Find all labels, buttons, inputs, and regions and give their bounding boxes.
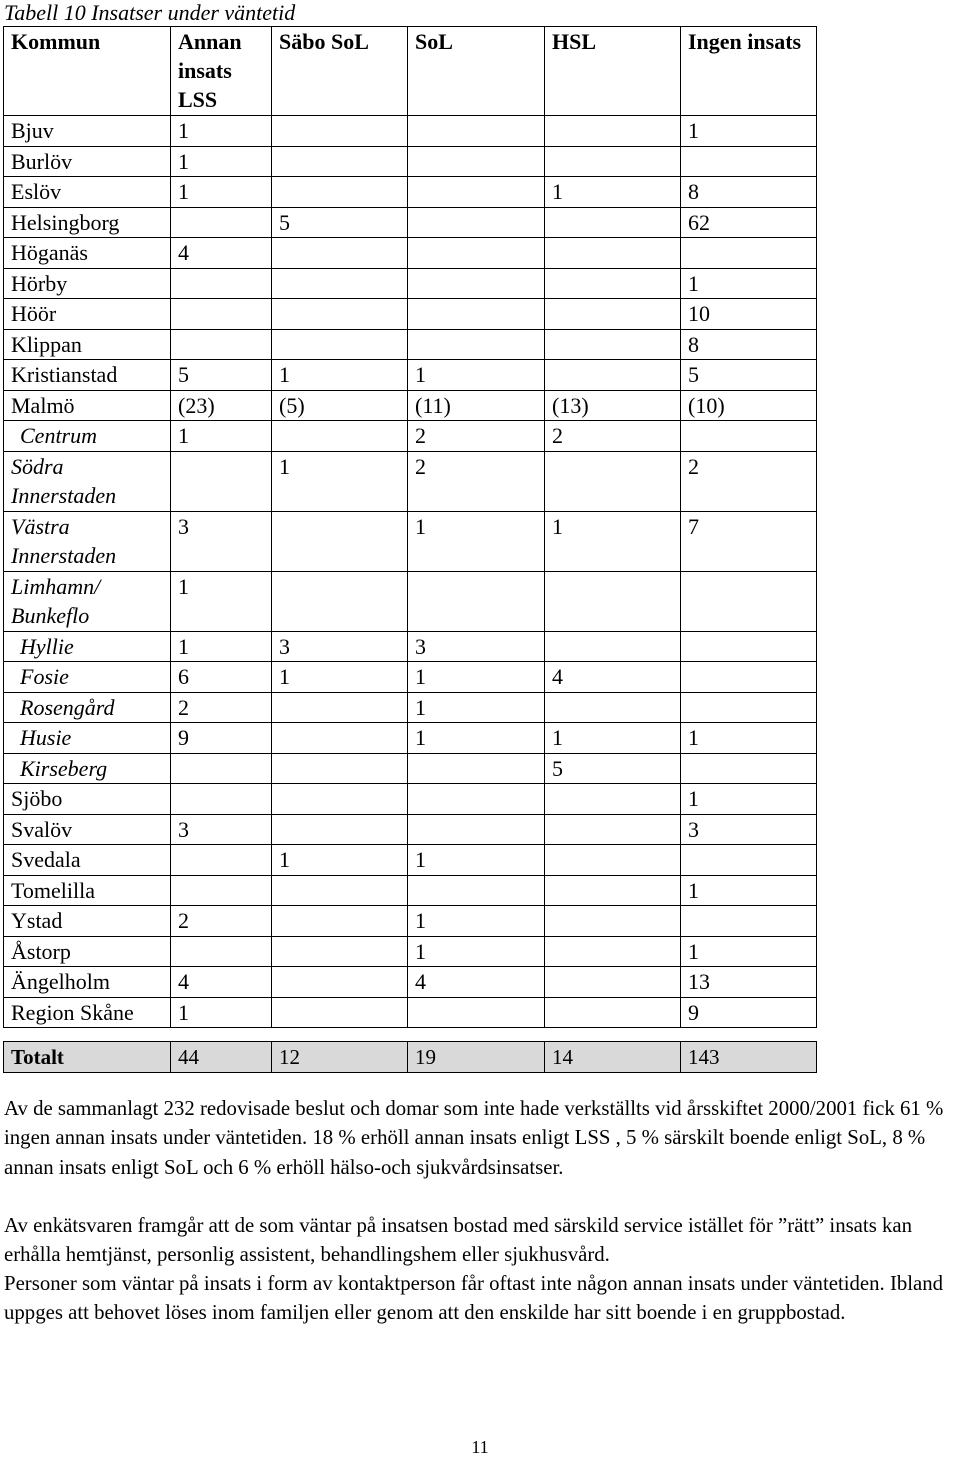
value-cell: 4 [171,238,272,269]
table-row [4,967,817,998]
value-cell: 1 [171,146,272,177]
municipality-cell: Sjöbo [4,784,171,815]
value-cell: 1 [408,511,545,571]
value-cell: 1 [681,116,817,147]
municipality-cell: Region Skåne [4,997,171,1028]
value-cell: 2 [408,421,545,452]
value-cell: 1 [408,723,545,754]
summary-paragraph: Av de sammanlagt 232 redovisade beslut och domar som inte hade verkställts vid årsskiftet 2000/2001 fick 61 % ingen annan insats under väntetiden. 18 % erhöll annan insats enligt LSS , 5 % särskilt boende enligt SoL, 8 % annan insats enligt SoL och 6 % erhöll hälso-och sjukvårdsinsatser. [4,1097,944,1179]
table-row [4,360,817,391]
value-cell: 1 [272,360,408,391]
value-cell [545,875,681,906]
table-row [4,299,817,330]
value-cell [545,814,681,845]
municipality-cell: Centrum [4,421,171,452]
value-cell [408,814,545,845]
value-cell: 3 [272,631,408,662]
value-cell [171,845,272,876]
value-cell [681,906,817,937]
value-cell: (10) [681,390,817,421]
value-cell [272,997,408,1028]
table-row [4,390,817,421]
table-row [4,631,817,662]
value-cell [545,936,681,967]
value-cell [272,116,408,147]
municipality-cell: Hörby [4,268,171,299]
spacer-cell [545,1028,681,1042]
value-cell [681,571,817,631]
header-row [4,27,817,116]
table-row [4,268,817,299]
value-cell [545,146,681,177]
total-value: 44 [171,1042,272,1073]
municipality-cell: Husie [4,723,171,754]
value-cell [545,329,681,360]
value-cell: 62 [681,207,817,238]
value-cell: 3 [171,814,272,845]
value-cell [171,268,272,299]
value-cell: 1 [171,571,272,631]
value-cell [272,723,408,754]
value-cell: 1 [171,631,272,662]
value-cell: 13 [681,967,817,998]
municipality-cell: Helsingborg [4,207,171,238]
value-cell: 1 [171,116,272,147]
value-cell [408,997,545,1028]
page-number: 11 [471,1437,489,1457]
value-cell [545,571,681,631]
waiting-insats-table [3,26,817,1073]
value-cell: 3 [681,814,817,845]
value-cell [681,421,817,452]
value-cell: 1 [171,177,272,208]
value-cell [545,692,681,723]
total-value: 143 [681,1042,817,1073]
value-cell [171,875,272,906]
value-cell: 4 [171,967,272,998]
value-cell [545,967,681,998]
value-cell: (11) [408,390,545,421]
value-cell [681,631,817,662]
table-row [4,875,817,906]
value-cell [272,571,408,631]
value-cell [171,207,272,238]
value-cell [272,511,408,571]
column-header: Annan insats LSS [171,27,272,116]
value-cell [545,299,681,330]
total-value: 12 [272,1042,408,1073]
value-cell [545,360,681,391]
table-row [4,784,817,815]
municipality-cell: Västra Innerstaden [4,511,171,571]
value-cell [408,753,545,784]
value-cell: (13) [545,390,681,421]
value-cell: 2 [681,451,817,511]
value-cell: 1 [545,177,681,208]
value-cell [545,451,681,511]
value-cell: 1 [408,936,545,967]
value-cell: 8 [681,329,817,360]
municipality-cell: Svalöv [4,814,171,845]
value-cell: 1 [681,936,817,967]
value-cell: 1 [408,845,545,876]
value-cell: 1 [408,692,545,723]
table-row [4,329,817,360]
value-cell: 9 [171,723,272,754]
table-caption: Tabell 10 Insatser under väntetid [4,0,296,25]
value-cell: 1 [681,723,817,754]
municipality-cell: Rosengård [4,692,171,723]
value-cell: (23) [171,390,272,421]
value-cell [408,571,545,631]
value-cell [545,238,681,269]
value-cell: 1 [681,268,817,299]
value-cell [408,268,545,299]
table-row [4,177,817,208]
value-cell [681,753,817,784]
value-cell [272,753,408,784]
spacer-row [4,1028,817,1042]
value-cell: 2 [171,692,272,723]
value-cell: 6 [171,662,272,693]
value-cell [272,875,408,906]
value-cell [272,329,408,360]
value-cell [408,116,545,147]
column-header: HSL [545,27,681,116]
municipality-cell: Höör [4,299,171,330]
table-row [4,662,817,693]
value-cell [408,146,545,177]
value-cell [408,299,545,330]
spacer-cell [171,1028,272,1042]
municipality-cell: Svedala [4,845,171,876]
spacer-cell [408,1028,545,1042]
value-cell: 5 [171,360,272,391]
value-cell: 2 [408,451,545,511]
value-cell [408,207,545,238]
value-cell: 1 [272,845,408,876]
value-cell [272,268,408,299]
value-cell [171,451,272,511]
total-label: Totalt [4,1042,171,1073]
total-value: 19 [408,1042,545,1073]
value-cell [545,631,681,662]
spacer-cell [4,1028,171,1042]
value-cell [272,299,408,330]
municipality-cell: Eslöv [4,177,171,208]
value-cell [681,692,817,723]
value-cell [681,238,817,269]
table-row [4,997,817,1028]
value-cell: 1 [171,997,272,1028]
value-cell: 4 [408,967,545,998]
value-cell: 9 [681,997,817,1028]
contact-person-paragraph: Personer som väntar på insats i form av kontaktperson får oftast inte någon annan insats under väntetiden. Ibland uppges att behovet löses inom familjen eller genom att den enskilde har sitt boende i en gruppbostad. [4,1272,944,1325]
table-row [4,451,817,511]
value-cell [545,784,681,815]
value-cell [272,814,408,845]
value-cell [681,146,817,177]
value-cell [272,967,408,998]
value-cell [171,784,272,815]
municipality-cell: Malmö [4,390,171,421]
value-cell: 5 [272,207,408,238]
value-cell: 1 [408,360,545,391]
municipality-cell: Limhamn/ Bunkeflo [4,571,171,631]
municipality-cell: Klippan [4,329,171,360]
municipality-cell: Burlöv [4,146,171,177]
municipality-cell: Kristianstad [4,360,171,391]
total-row [4,1042,817,1073]
value-cell [272,906,408,937]
value-cell: 1 [545,511,681,571]
value-cell: 3 [171,511,272,571]
value-cell: 1 [408,906,545,937]
municipality-cell: Hyllie [4,631,171,662]
value-cell [272,421,408,452]
municipality-cell: Tomelilla [4,875,171,906]
table-row [4,814,817,845]
value-cell: 1 [545,723,681,754]
value-cell [545,268,681,299]
value-cell [171,329,272,360]
table-row [4,936,817,967]
value-cell [408,875,545,906]
value-cell: 5 [545,753,681,784]
value-cell [272,692,408,723]
value-cell: 3 [408,631,545,662]
value-cell [681,662,817,693]
column-header: SoL [408,27,545,116]
municipality-cell: Södra Innerstaden [4,451,171,511]
value-cell [272,936,408,967]
table-row [4,116,817,147]
value-cell: 10 [681,299,817,330]
value-cell [681,845,817,876]
table-row [4,692,817,723]
table-row [4,238,817,269]
municipality-cell: Bjuv [4,116,171,147]
value-cell [272,238,408,269]
total-value: 14 [545,1042,681,1073]
value-cell [272,177,408,208]
column-header: Ingen insats [681,27,817,116]
municipality-cell: Åstorp [4,936,171,967]
table-row [4,753,817,784]
table-row [4,845,817,876]
value-cell: (5) [272,390,408,421]
value-cell [408,177,545,208]
table-row [4,207,817,238]
value-cell [272,146,408,177]
value-cell [272,784,408,815]
value-cell [408,784,545,815]
survey-paragraph: Av enkätsvaren framgår att de som väntar på insatsen bostad med särskild service istället för ”rätt” insats kan erhålla hemtjänst, personlig assistent, behandlingshem eller sjukhusvård. [4,1214,913,1267]
value-cell [408,238,545,269]
value-cell [408,329,545,360]
value-cell [171,936,272,967]
value-cell [545,906,681,937]
value-cell: 1 [408,662,545,693]
column-header: Kommun [4,27,171,116]
table-row [4,421,817,452]
value-cell [171,299,272,330]
value-cell: 5 [681,360,817,391]
value-cell: 2 [171,906,272,937]
table-row [4,511,817,571]
value-cell: 4 [545,662,681,693]
spacer-cell [272,1028,408,1042]
municipality-cell: Fosie [4,662,171,693]
table-row [4,571,817,631]
value-cell [545,845,681,876]
column-header: Säbo SoL [272,27,408,116]
value-cell: 2 [545,421,681,452]
value-cell: 1 [272,662,408,693]
municipality-cell: Ystad [4,906,171,937]
value-cell: 8 [681,177,817,208]
municipality-cell: Höganäs [4,238,171,269]
table-row [4,723,817,754]
value-cell: 1 [681,784,817,815]
value-cell [171,753,272,784]
value-cell [545,207,681,238]
value-cell: 1 [171,421,272,452]
municipality-cell: Kirseberg [4,753,171,784]
value-cell: 1 [272,451,408,511]
value-cell [545,997,681,1028]
value-cell [545,116,681,147]
value-cell: 7 [681,511,817,571]
value-cell: 1 [681,875,817,906]
spacer-cell [681,1028,817,1042]
table-row [4,906,817,937]
municipality-cell: Ängelholm [4,967,171,998]
table-row [4,146,817,177]
